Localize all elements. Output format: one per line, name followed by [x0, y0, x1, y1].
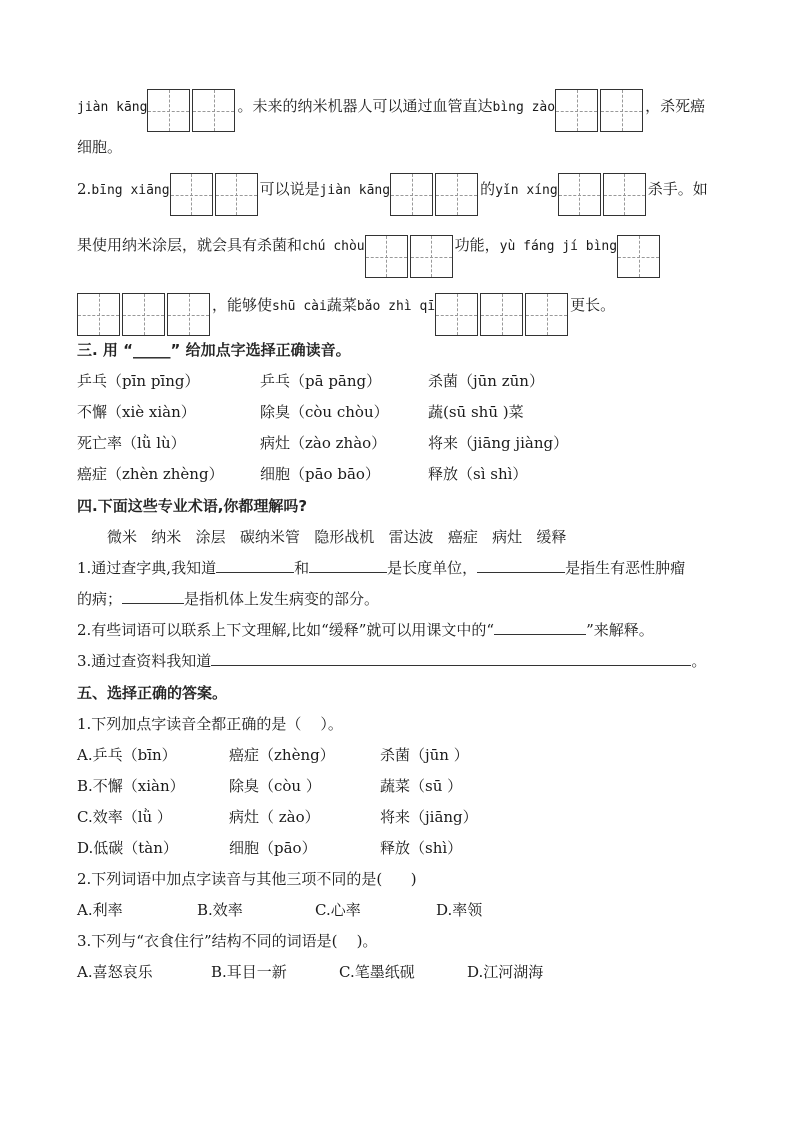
question-text: 1.通过查字典,我知道 — [77, 559, 217, 577]
option-item: 细胞（pāo） — [229, 839, 317, 857]
question-text: 是指机体上发生病变的部分。 — [184, 590, 380, 608]
sentence-line-1 — [77, 82, 722, 130]
pronunciation-item[interactable]: 细胞（pāo bāo） — [260, 465, 380, 483]
char-grid-single[interactable] — [617, 216, 662, 278]
char-box[interactable] — [558, 173, 601, 216]
sentence-text: 蔬菜 — [326, 296, 357, 314]
option-c[interactable]: C.效率（lǜ ） — [77, 808, 172, 826]
answer-blank[interactable] — [216, 555, 294, 573]
option-row — [77, 740, 722, 771]
option-row — [77, 802, 722, 833]
char-box[interactable] — [215, 173, 258, 216]
char-box[interactable] — [147, 89, 190, 132]
pronunciation-item[interactable]: 死亡率（lǜ lù） — [77, 434, 186, 452]
option-item: 将来（jiāng） — [380, 808, 478, 826]
option-b[interactable]: B.耳目一新 — [211, 963, 287, 981]
option-d[interactable]: D.率领 — [436, 901, 483, 919]
option-b[interactable]: B.不懈（xiàn） — [77, 777, 185, 795]
sentence-line-3 — [77, 164, 722, 214]
question-5-1: 1.下列加点字读音全都正确的是（ ）。 — [77, 715, 343, 733]
char-box[interactable] — [480, 293, 523, 336]
pronunciation-item[interactable]: 杀菌（jūn zūn） — [428, 372, 544, 390]
question-text: 2.有些词语可以联系上下文理解,比如“缓释”就可以用课文中的“ — [77, 621, 495, 639]
char-box[interactable] — [170, 173, 213, 216]
question-text: ”来解释。 — [586, 621, 654, 639]
question-text: 。 — [691, 652, 707, 670]
pronunciation-item[interactable]: 乒乓（pīn pīng） — [77, 372, 200, 390]
pronunciation-item[interactable]: 癌症（zhèn zhèng） — [77, 465, 224, 483]
char-grid-pair[interactable] — [390, 166, 480, 216]
char-grid-pair[interactable] — [170, 166, 260, 216]
section-5-title: 五、选择正确的答案。 — [77, 684, 228, 702]
answer-blank[interactable] — [211, 648, 691, 666]
char-box[interactable] — [122, 293, 165, 336]
pinyin-jiankang-2: jiàn kāng — [319, 183, 391, 198]
sentence-text: 细胞。 — [77, 138, 123, 156]
char-grid-pair[interactable] — [558, 166, 648, 216]
question-4-1-line-b — [77, 584, 722, 615]
question-number: 2. — [77, 180, 92, 198]
answer-blank[interactable] — [122, 586, 184, 604]
char-box[interactable] — [617, 235, 660, 278]
table-row — [77, 459, 722, 490]
option-d[interactable]: D.低碳（tàn） — [77, 839, 178, 857]
sentence-text: 更长。 — [570, 296, 616, 314]
sentence-text: 。未来的纳米机器人可以通过血管直达 — [237, 97, 493, 115]
sentence-text: ，能够使 — [212, 296, 273, 314]
char-box[interactable] — [410, 235, 453, 278]
question-4-2 — [77, 615, 722, 646]
char-grid-pair[interactable] — [365, 216, 455, 278]
pronunciation-item[interactable]: 不懈（xiè xiàn） — [77, 403, 196, 421]
answer-blank[interactable] — [494, 617, 586, 635]
pinyin-chuchou: chú chòu — [302, 239, 365, 254]
pronunciation-item[interactable]: 将来（jiāng jiàng） — [428, 434, 569, 452]
question-5-2-options — [77, 895, 722, 926]
sentence-text: ，杀死癌 — [645, 97, 706, 115]
char-box[interactable] — [603, 173, 646, 216]
char-box[interactable] — [390, 173, 433, 216]
section-4-title: 四.下面这些专业术语,你都理解吗? — [77, 497, 308, 515]
option-c[interactable]: C.心率 — [315, 901, 361, 919]
question-text: 是指生有恶性肿瘤 — [565, 559, 686, 577]
question-4-1-line-a — [77, 553, 722, 584]
char-grid-triple[interactable] — [77, 278, 212, 336]
option-a[interactable]: A.利率 — [77, 901, 123, 919]
char-box[interactable] — [365, 235, 408, 278]
option-row — [77, 771, 722, 802]
char-box[interactable] — [192, 89, 235, 132]
question-5-3-options — [77, 957, 722, 988]
pronunciation-item[interactable]: 蔬(sū shū )菜 — [428, 403, 524, 421]
question-text: 3.通过查资料我知道 — [77, 652, 212, 670]
question-text: 和 — [294, 559, 310, 577]
char-grid-pair[interactable] — [555, 84, 645, 132]
question-4-3 — [77, 646, 722, 677]
option-item: 癌症（zhèng） — [229, 746, 335, 764]
pinyin-baozhiqi: bǎo zhì qī — [356, 299, 436, 314]
char-grid-pair[interactable] — [147, 84, 237, 132]
char-box[interactable] — [77, 293, 120, 336]
option-item: 释放（shì） — [380, 839, 463, 857]
sentence-text: 可以说是 — [259, 180, 320, 198]
char-box[interactable] — [435, 173, 478, 216]
option-c[interactable]: C.笔墨纸砚 — [339, 963, 415, 981]
char-grid-triple[interactable] — [435, 278, 570, 336]
pinyin-yufangjibing: yù fáng jí bìng — [499, 239, 618, 254]
terms-list: 微米 纳米 涂层 碳纳米管 隐形战机 雷达波 癌症 病灶 缓释 — [107, 528, 567, 546]
question-text: 是长度单位， — [387, 559, 478, 577]
option-item: 除臭（còu ） — [229, 777, 321, 795]
worksheet-page — [77, 82, 722, 988]
sentence-text: 果使用纳米涂层，就会具有杀菌和 — [77, 236, 303, 254]
pinyin-bingxiang: bīng xiāng — [91, 183, 170, 198]
char-box[interactable] — [525, 293, 568, 336]
table-row — [77, 397, 722, 428]
option-row — [77, 833, 722, 864]
pronunciation-item[interactable]: 乒乓（pā pāng） — [260, 372, 382, 390]
table-row — [77, 366, 722, 397]
char-box[interactable] — [435, 293, 478, 336]
char-box[interactable] — [555, 89, 598, 132]
pinyin-bingzao: bìng zào — [492, 100, 556, 115]
option-b[interactable]: B.效率 — [197, 901, 243, 919]
pronunciation-item[interactable]: 除臭（còu chòu） — [260, 403, 389, 421]
char-box[interactable] — [600, 89, 643, 132]
sentence-line-2 — [77, 130, 722, 164]
char-box[interactable] — [167, 293, 210, 336]
question-text: 的病； — [77, 590, 123, 608]
sentence-line-4 — [77, 214, 722, 276]
option-d[interactable]: D.江河湖海 — [467, 963, 544, 981]
question-5-2: 2.下列词语中加点字读音与其他三项不同的是( ) — [77, 870, 417, 888]
table-row — [77, 428, 722, 459]
sentence-line-5 — [77, 276, 722, 334]
pronunciation-table — [77, 366, 722, 490]
option-a[interactable]: A.乒乓（bīn） — [77, 746, 177, 764]
option-item: 蔬菜（sū ） — [380, 777, 463, 795]
question-5-3: 3.下列与“衣食住行”结构不同的词语是( )。 — [77, 932, 378, 950]
sentence-text: 的 — [480, 180, 496, 198]
option-a[interactable]: A.喜怒哀乐 — [77, 963, 153, 981]
sentence-text: 杀手。如 — [647, 180, 708, 198]
answer-blank[interactable] — [309, 555, 387, 573]
pinyin-yinxing: yǐn xíng — [495, 183, 558, 198]
question-5-1-options — [77, 740, 722, 864]
pronunciation-item[interactable]: 病灶（zào zhào） — [260, 434, 387, 452]
pinyin-shucai: shū cài — [272, 299, 327, 314]
answer-blank[interactable] — [477, 555, 565, 573]
pronunciation-item[interactable]: 释放（sì shì） — [428, 465, 528, 483]
option-item: 病灶（ zào） — [229, 808, 320, 826]
section-3-title: 三. 用 “_____” 给加点字选择正确读音。 — [77, 341, 351, 359]
pinyin-jiankang: jiàn kāng — [77, 100, 148, 115]
option-item: 杀菌（jūn ） — [380, 746, 469, 764]
sentence-text: 功能， — [454, 236, 500, 254]
